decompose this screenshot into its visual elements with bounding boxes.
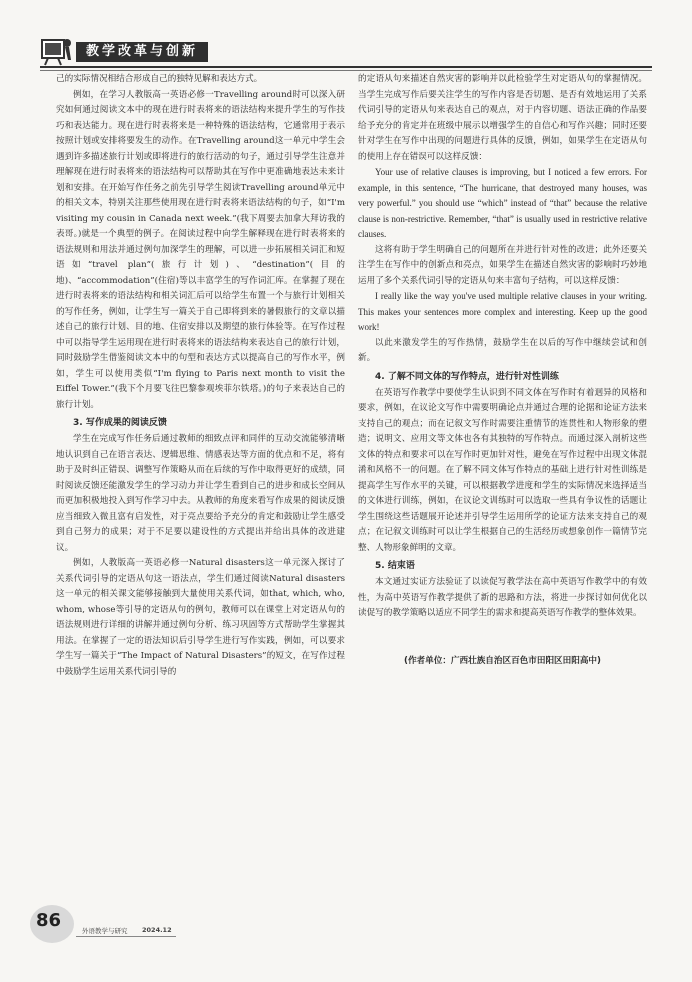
feedback-quote: Your use of relative clauses is improving, but I noticed a few errors. For example, in this sentence, “The hurricane, that destroyed many houses, was very powerful.” you should use “which” instead of “that” because the relative clause is non-restrictive. Remember, “that” is usually used in restrictive relative clauses. [358, 167, 647, 239]
header-rule-thin [40, 70, 652, 71]
page-number: 86 [36, 910, 62, 931]
paragraph: 本文通过实证方法验证了以读促写教学法在高中英语写作教学中的有效性，为高中英语写作教学提供了新的思路和方法，将进一步探讨如何优化以读促写的教学策略以适应不同学生的需求和提高英语写作教学的整体效果。 [358, 577, 647, 618]
chalkboard-logo-icon [40, 34, 74, 66]
section-header: 教学改革与创新 [76, 42, 208, 62]
paragraph: 的定语从句来描述自然灾害的影响并以此检验学生对定语从句的掌握情况。当学生完成写作后要关注学生的写作内容是否切题、是否有效地运用了关系代词引导的定语从句来表达自己的观点，对于内容切题、语法正确的作品要给予充分的肯定并在班级中展示以增强学生的自信心和写作兴趣；同时还要针对学生在写作中出现的问题进行具体的反馈，例如，如果学生在定语从句的使用上存在错误可以这样反馈： [358, 74, 647, 162]
left-column [56, 72, 345, 680]
section-heading: 4. 了解不同文体的写作特点，进行针对性训练 [375, 371, 559, 382]
paragraph: 学生在完成写作任务后通过教师的细致点评和同伴的互动交流能够清晰地认识到自己在语言表达、逻辑思维、情感表达等方面的优点和不足，将有助于及时纠正错误、调整写作策略从而在后续的写作中取得更好的成绩，同时阅读反馈还能激发学生的学习动力并让学生看到自己的进步和成长空间从而更加积极地投入到写作学习中去。从教师的角度来看写作成果的阅读反馈应当细致入微且富有启发性，对于亮点要给予充分的肯定和鼓励让学生感受到自己努力的成果；对于不足要以建设性的方式提出并给出具体的改进建议。 [56, 434, 345, 553]
author-affiliation: (作者单位：广西壮族自治区百色市田阳区田阳高中) [404, 655, 601, 666]
footer-rule [76, 936, 176, 937]
journal-name: 外语教学与研究 [82, 927, 128, 935]
paragraph: 己的实际情况相结合形成自己的独特见解和表达方式。 [56, 74, 263, 84]
section-heading: 5. 结束语 [375, 561, 415, 571]
paragraph: 在英语写作教学中要使学生认识到不同文体在写作时有着迥异的风格和要求，例如，在议论文写作中需要明确论点并通过合理的论据和论证方法来支持自己的观点；而在记叙文写作时需要注重情节的连贯性和人物形象的塑造；说明文、应用文等文体也各有其独特的写作特点。而通过深入剖析这些文体的特点和要求可以在写作时更加针对性，避免在写作过程中出现文体混淆和风格不一的问题。在了解不同文体写作特点的基础上进行针对性训练是提高学生写作水平的关键，可以根据教学进度和学生的实际情况来选择适当的文体进行训练，例如，在议论文训练时可以选取一些具有争议性的话题让学生围绕这些话题展开论述并引导学生运用所学的论证方法来支持自己的观点；在记叙文训练时可以让学生根据自己的生活经历或想象创作一篇情节完整、人物形象鲜明的文章。 [358, 387, 647, 553]
right-column [358, 72, 647, 669]
feedback-quote: I really like the way you've used multiple relative clauses in your writing. This makes your sentences more complex and interesting. Keep up the good work! [358, 291, 647, 332]
paragraph: 这将有助于学生明确自己的问题所在并进行针对性的改进；此外还要关注学生在写作中的创新点和亮点，如果学生在描述自然灾害的影响时巧妙地运用了多个关系代词引导的定语从句来丰富句子结构，可以这样反馈： [358, 244, 647, 286]
issue-date: 2024.12 [142, 926, 172, 934]
section-heading: 3. 写作成果的阅读反馈 [73, 418, 167, 428]
paragraph: 以此来激发学生的写作热情，鼓励学生在以后的写作中继续尝试和创新。 [358, 337, 647, 363]
header-rule [40, 66, 652, 68]
paragraph: 例如，在学习人教版高一英语必修一Travelling around时可以深入研究如何通过阅读文本中的现在进行时表将来的语法结构来提升学生的写作技巧和表达能力。现在进行时表将来是一种特殊的语法结构，它通常用于表示按照计划或安排将要发生的动作。在Travelling around这一单元中学生会遇到许多描述旅行计划或即将进行的旅行活动的句子，通过引导学生注意并理解现在进行时表将来的语法结构可以帮助其在写作中更准确地表达未来计划和安排。在开始写作任务之前先引导学生阅读Travelling around单元中的相关文本，特别关注那些使用现在进行时表将来语法结构的句子，如“I'm visiting my cousin in Canada next week.”(我下周要去加拿大拜访我的表哥。)就是一个典型的例子。在阅读过程中向学生解释现在进行时表将来的语法规则和用法并通过例句加深学生的理解，可以进一步拓展相关词汇和短语如“travel plan”(旅行计划)、“destination”(目的地)、“accommodation”(住宿)等以丰富学生的写作词汇库。在掌握了现在进行时表将来的语法结构和相关词汇后可以给学生布置一个与旅行计划相关的写作任务，例如，让学生写一篇关于自己即将到来的暑假旅行的文章以描述自己的旅行计划、目的地、住宿安排以及期望的旅行体验等。在写作过程中可以指导学生运用现在进行时表将来的语法结构来表达自己的旅行计划，同时鼓励学生借鉴阅读文本中的句型和表达方式以提高自己的写作水平，例如，学生可以使用类似“I'm flying to Paris next month to visit the Eiffel Tower.”(我下个月要飞往巴黎参观埃菲尔铁塔。)的句子来表达自己的旅行计划。 [56, 89, 345, 410]
paragraph: 例如，人教版高一英语必修一Natural disasters这一单元深入探讨了关系代词引导的定语从句这一语法点，学生们通过阅读Natural disasters这一单元的相关课文能够接触到大量使用关系代词，如that, which, who, whom, whose等引导的定语从句的例句，教师可以在课堂上对定语从句的语法规则进行详细的讲解并通过例句分析、练习巩固等方式帮助学生掌握其用法。在掌握了一定的语法知识后引导学生进行写作实践，例如，可以要求学生写一篇关于“The Impact of Natural Disasters”的短文，在写作过程中鼓励学生运用关系代词引导的 [56, 558, 345, 677]
